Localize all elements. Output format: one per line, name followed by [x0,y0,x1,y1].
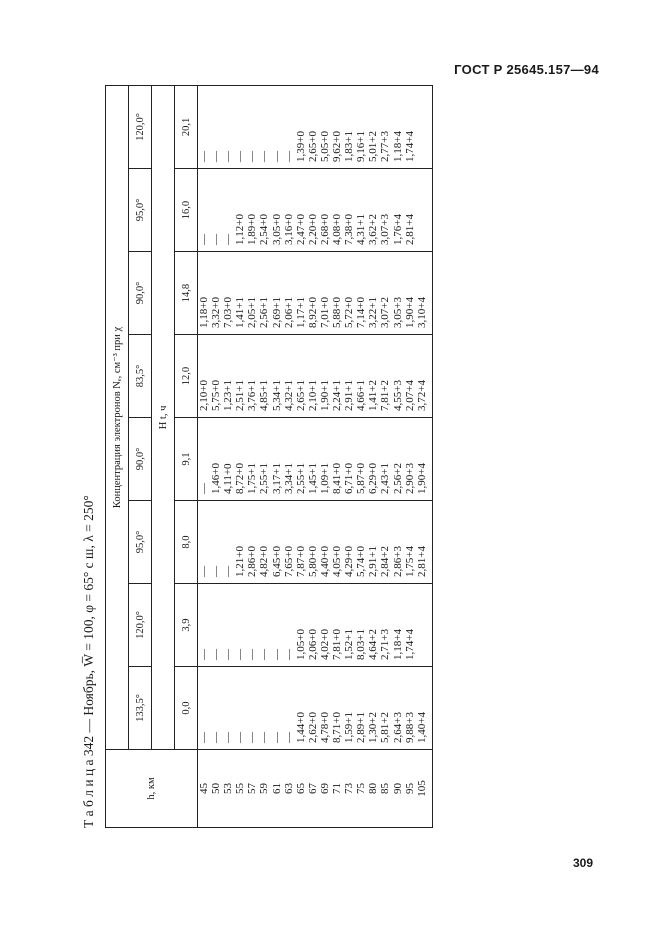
table-cell-value: — [198,483,210,494]
height-value: 57 [246,783,259,794]
height-value: 71 [331,783,344,794]
page-number: 309 [572,856,593,870]
table-cell-value: 3,72+4 [415,380,428,411]
time-header: Н t, ч [152,85,175,749]
data-column [198,335,433,418]
table-cell-value: 2,05+1 [246,297,259,328]
table-cell-value: 2,47+0 [294,214,307,245]
table-cell-value: 8,41+0 [331,463,344,494]
document-header: ГОСТ Р 25645.157—94 [454,62,599,77]
chi-header-cell: 120,0° [129,584,152,667]
table-cell-value: 2,86+0 [246,546,259,577]
table-cell-value: 3,07+3 [379,214,392,245]
height-value: 45 [198,783,210,794]
table-cell-value: 7,38+0 [343,214,356,245]
table-cell-value: 4,55+3 [391,380,404,411]
data-column [198,418,433,501]
table-cell-value: — [246,649,259,660]
table-cell-value: 2,77+3 [379,131,392,162]
table-cell-value: 2,65+0 [306,131,319,162]
table-cell-value: 2,71+3 [379,629,392,660]
table-cell-value: 3,34+1 [282,463,295,494]
table-cell-value: — [222,151,235,162]
table-cell-value: 5,05+0 [318,131,331,162]
table-cell-value: 3,05+3 [391,297,404,328]
table-cell-value: 1,90+4 [415,463,428,494]
table-cell-value: 1,46+0 [210,463,223,494]
height-value: 80 [367,783,380,794]
table-cell-value: 2,65+1 [294,380,307,411]
table-cell-value: 2,89+1 [355,712,368,743]
table-cell-value: 2,81+4 [403,214,416,245]
table-cell-value: — [198,151,210,162]
table-cell-value: 3,07+2 [379,297,392,328]
table-cell-value: 7,03+0 [222,297,235,328]
table-cell-value: — [246,151,259,162]
time-value-cell: 14,8 [175,252,198,335]
table-cell-value: — [198,566,210,577]
height-value: 105 [415,780,428,797]
table-cell-value: — [234,649,247,660]
table-cell-value: 2,20+0 [306,214,319,245]
table-cell-value: 1,39+0 [294,131,307,162]
data-column [198,252,433,335]
height-value: 67 [306,783,319,794]
table-cell-value: — [222,732,235,743]
table-cell-value: 1,12+0 [234,214,247,245]
table-cell-value: 8,03+1 [355,629,368,660]
table-cell-value: 7,87+0 [294,546,307,577]
table-cell-value: 2,56+1 [258,297,271,328]
table-cell-value: 2,56+2 [391,463,404,494]
table-cell-value: 4,32+1 [282,380,295,411]
table-cell-value: 2,90+3 [403,463,416,494]
table-cell-value: — [210,649,223,660]
table-cell-value: 3,22+1 [367,297,380,328]
table-cell-value: 3,05+0 [270,214,283,245]
chi-header-cell: 133,5° [129,667,152,750]
data-column [198,169,433,252]
table-cell-value: — [234,151,247,162]
table-cell-value: 1,09+1 [318,463,331,494]
height-value: 95 [403,783,416,794]
table-cell-value: 9,62+0 [331,131,344,162]
table-cell-value: 5,80+0 [306,546,319,577]
table-cell-value: 2,86+3 [391,546,404,577]
height-value: 53 [222,783,235,794]
table-cell-value: 2,55+1 [294,463,307,494]
table-cell-value: — [270,649,283,660]
table-cell-value: 2,51+1 [234,380,247,411]
table-cell-value: 2,68+0 [318,214,331,245]
table-cell-value: — [282,151,295,162]
table-cell-value: 4,40+0 [318,546,331,577]
chi-header-cell: 90,0° [129,252,152,335]
table-cell-value: 2,10+1 [306,380,319,411]
table-cell-value: 4,78+0 [318,712,331,743]
time-values-row [175,85,198,827]
table-caption: Т а б л и ц а 342 — Ноябрь, W̅ = 100, φ = 65° с ш, λ = 250° [81,495,96,828]
table-cell-value: 3,16+0 [282,214,295,245]
table-cell-value: 7,81+0 [331,629,344,660]
table-cell-value: 2,10+0 [198,380,210,411]
table-cell-value: 4,64+2 [367,629,380,660]
table-cell-value: 1,90+1 [318,380,331,411]
table-cell-value: 2,91+1 [367,546,380,577]
table-cell-value: 1,83+1 [343,131,356,162]
table-cell-value: 3,76+1 [246,380,259,411]
table-cell-value: 5,87+0 [355,463,368,494]
data-column [198,85,433,168]
table-cell-value: 8,92+0 [306,297,319,328]
table-cell-value: 3,10+4 [415,297,428,328]
chi-header-cell: 120,0° [129,85,152,168]
table-cell-value: — [234,732,247,743]
table-cell-value: 5,74+0 [355,546,368,577]
table-cell-value: 1,41+1 [234,297,247,328]
table-cell-value: 5,01+2 [367,131,380,162]
table-cell-value: 1,44+0 [294,712,307,743]
table-cell-value: 6,71+0 [343,463,356,494]
table-cell-value: — [246,732,259,743]
table-cell-value: — [198,234,210,245]
table-cell-value: 3,62+2 [367,214,380,245]
table-cell-value [416,242,428,245]
table-cell-value: 6,45+0 [270,546,283,577]
table-cell-value: — [210,732,223,743]
table-cell-value: 2,84+2 [379,546,392,577]
time-value-cell: 16,0 [175,169,198,252]
table-cell-value: 8,71+0 [331,712,344,743]
table-cell-value: 5,72+0 [343,297,356,328]
table-cell-value: — [270,151,283,162]
table-cell-value: 7,01+0 [318,297,331,328]
table-cell-value: 6,29+0 [367,463,380,494]
table-cell-value: 3,17+1 [270,463,283,494]
table-cell-value: 1,90+4 [403,297,416,328]
table-cell-value: — [210,234,223,245]
table-cell-value: 1,59+1 [343,712,356,743]
table-cell-value: 1,76+4 [391,214,404,245]
table-cell-value: — [222,566,235,577]
table-cell-value: 2,91+1 [343,380,356,411]
chi-header-cell: 90,0° [129,418,152,501]
chi-header-cell: 95,0° [129,169,152,252]
table-cell-value: 2,06+1 [282,297,295,328]
table-cell-value: 1,45+1 [306,463,319,494]
table-cell-value: 7,65+0 [282,546,295,577]
table-cell-value: 9,88+3 [403,712,416,743]
time-value-cell: 8,0 [175,501,198,584]
table-cell-value: 4,08+0 [331,214,344,245]
table-cell-value: 4,05+0 [331,546,344,577]
table-cell-value: 7,14+0 [355,297,368,328]
table-cell-value: — [258,732,271,743]
table-cell-value: — [222,649,235,660]
table-cell-value [416,159,428,162]
time-value-cell: 3,9 [175,584,198,667]
table-cell-value: 2,54+0 [258,214,271,245]
table-cell-value: — [282,732,295,743]
table-cell-value: 1,30+2 [367,712,380,743]
table-cell-value: 4,85+1 [258,380,271,411]
table-body-row [198,85,433,827]
height-column [198,750,433,828]
data-column [198,667,433,750]
height-value: 73 [343,783,356,794]
data-column [198,584,433,667]
time-value-cell: 20,1 [175,85,198,168]
table-cell-value: — [270,732,283,743]
table-cell-value: 3,32+0 [210,297,223,328]
table-cell-value: 2,43+1 [379,463,392,494]
table-cell-value: 1,21+0 [234,546,247,577]
table-cell-value: 9,16+1 [355,131,368,162]
height-value: 55 [234,783,247,794]
table-cell-value: 2,24+1 [331,380,344,411]
rotated-table-area [75,86,609,828]
time-value-cell: 12,0 [175,335,198,418]
table-cell-value: 4,11+0 [222,463,235,494]
table-cell-value: 4,02+0 [318,629,331,660]
chi-header-cell: 83,5° [129,335,152,418]
table-cell-value: 4,66+1 [355,380,368,411]
data-column [198,501,433,584]
table-cell-value: 1,18+0 [198,297,210,328]
table-cell-value: — [198,649,210,660]
table-cell-value: — [210,566,223,577]
table-cell-value: — [222,234,235,245]
table-cell-value: 1,18+4 [391,629,404,660]
table-cell-value: — [258,649,271,660]
height-value: 85 [379,783,392,794]
table-cell-value: 1,41+2 [367,380,380,411]
table-cell-value: — [258,151,271,162]
table-cell-value: 7,81+2 [379,380,392,411]
table-cell-value [416,657,428,660]
table-cell-value: 2,64+3 [391,712,404,743]
table-cell-value: 1,17+1 [294,297,307,328]
height-value: 63 [282,783,295,794]
table-cell-value: 2,81+4 [415,546,428,577]
table-cell-value: 4,31+1 [355,214,368,245]
table-cell-value: — [282,649,295,660]
height-value: 50 [210,783,223,794]
time-value-cell: 9,1 [175,418,198,501]
table-cell-value: 1,18+4 [391,131,404,162]
height-value: 69 [318,783,331,794]
chi-header-cell: 95,0° [129,501,152,584]
table-cell-value: 1,74+4 [403,629,416,660]
table-cell-value: 1,05+0 [294,629,307,660]
height-header: h, км [106,750,198,828]
table-cell-value: 1,89+0 [246,214,259,245]
table-cell-value: 5,75+0 [210,380,223,411]
table-cell-value: 4,82+0 [258,546,271,577]
table-cell-value: 4,29+0 [343,546,356,577]
table-cell-value: 1,75+1 [246,463,259,494]
table-cell-value: 2,69+1 [270,297,283,328]
table-cell-value: 2,55+1 [258,463,271,494]
height-value: 75 [355,783,368,794]
table-cell-value: 1,52+1 [343,629,356,660]
table-cell-value: 5,81+2 [379,712,392,743]
table-cell-value: 1,23+1 [222,380,235,411]
height-value: 65 [294,783,307,794]
table-cell-value: — [210,151,223,162]
time-value-cell: 0,0 [175,667,198,750]
table-cell-value: 5,34+1 [270,380,283,411]
table-cell-value: 1,74+4 [403,131,416,162]
table-cell-value: 2,07+4 [403,380,416,411]
table-cell-value: 5,88+0 [331,297,344,328]
height-value: 61 [270,783,283,794]
table-cell-value: 1,40+4 [415,712,428,743]
table-cell-value: 2,62+0 [306,712,319,743]
table-cell-value: 1,75+4 [403,546,416,577]
table-cell-value: — [198,732,210,743]
height-value: 59 [258,783,271,794]
group-header: Концентрация электронов Nₑ, см⁻³ при χ [106,85,129,749]
chi-header-row [129,85,152,827]
data-table [105,85,433,828]
height-value: 90 [391,783,404,794]
table-cell-value: 2,06+0 [306,629,319,660]
table-cell-value: 8,72+0 [234,463,247,494]
